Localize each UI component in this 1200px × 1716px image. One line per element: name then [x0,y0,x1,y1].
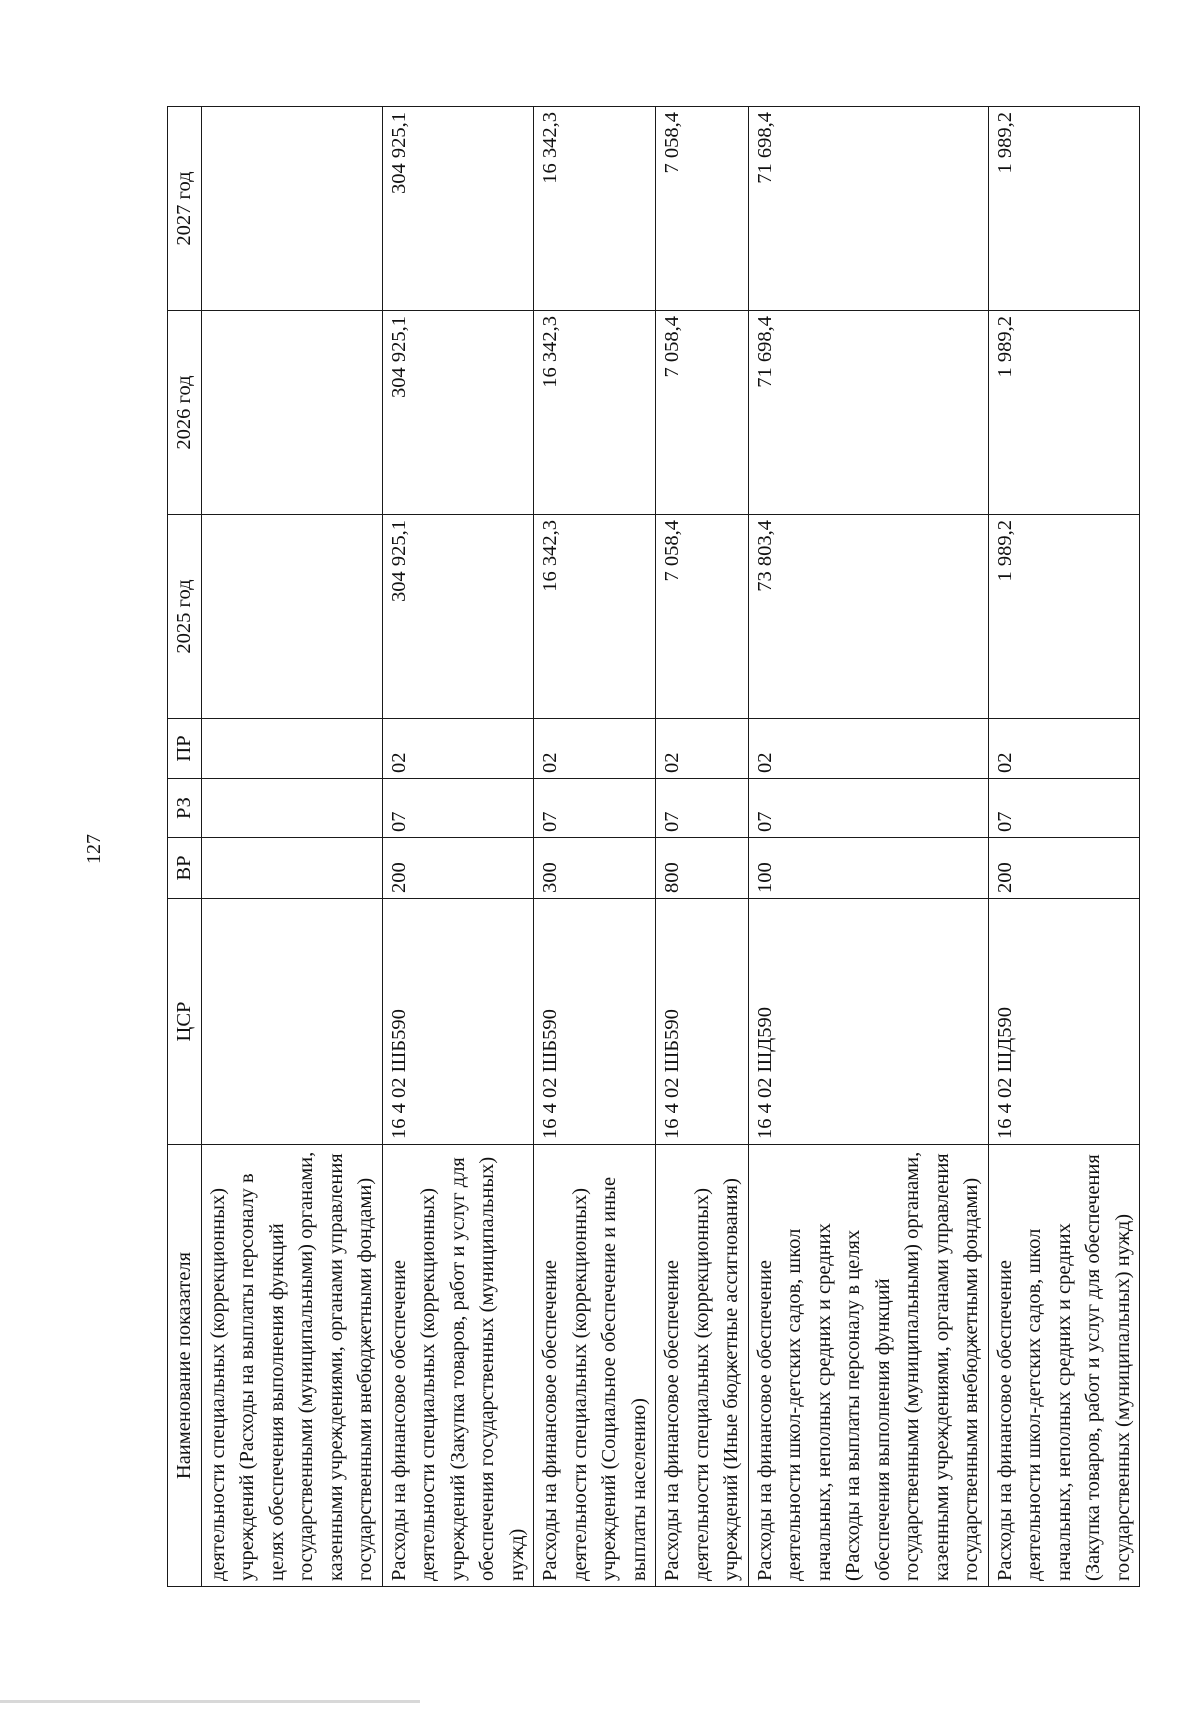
header-vr: ВР [168,838,202,899]
header-2027: 2027 год [168,107,202,311]
cell-csr [201,899,382,1145]
table-container [167,107,1134,1587]
scan-edge-line [0,1700,420,1703]
cell-pr: 02 [534,719,656,779]
cell-name: деятельности специальных (коррекционных) учреждений (Расходы на выплаты персоналу в целях обеспечения выполнения функций государственными (муниципальными) органами, казенными учреждениями, органами управления государственными внебюджетными фондами) [201,1145,382,1587]
cell-vr: 200 [988,838,1140,899]
cell-2027: 7 058,4 [656,107,749,311]
cell-csr: 16 4 02 ШД590 [748,899,988,1145]
cell-2025: 7 058,4 [656,515,749,719]
cell-2026: 304 925,1 [382,311,534,515]
cell-csr: 16 4 02 ШБ590 [534,899,656,1145]
cell-2027: 304 925,1 [382,107,534,311]
budget-table [167,106,1140,1587]
page-number: 127 [83,834,105,864]
table-row [748,107,988,1587]
cell-rz [201,779,382,838]
cell-2026: 16 342,3 [534,311,656,515]
cell-vr [201,838,382,899]
cell-pr [201,719,382,779]
cell-2027: 16 342,3 [534,107,656,311]
cell-2025: 1 989,2 [988,515,1140,719]
header-2025: 2025 год [168,515,202,719]
cell-2025 [201,515,382,719]
table-row [201,107,382,1587]
cell-rz: 07 [656,779,749,838]
cell-vr: 800 [656,838,749,899]
cell-vr: 200 [382,838,534,899]
cell-csr: 16 4 02 ШД590 [988,899,1140,1145]
header-pr: ПР [168,719,202,779]
cell-2026 [201,311,382,515]
header-rz: РЗ [168,779,202,838]
cell-name: Расходы на финансовое обеспечение деятельности специальных (коррекционных) учреждений (Закупка товаров, работ и услуг для обеспечения государственных (муниципальных) нужд) [382,1145,534,1587]
header-2026: 2026 год [168,311,202,515]
cell-vr: 300 [534,838,656,899]
table-row [382,107,534,1587]
cell-pr: 02 [656,719,749,779]
table-row [988,107,1140,1587]
header-name: Наименование показателя [168,1145,202,1587]
cell-rz: 07 [988,779,1140,838]
table-header-row [168,107,202,1587]
cell-name: Расходы на финансовое обеспечение деятельности специальных (коррекционных) учреждений (Иные бюджетные ассигнования) [656,1145,749,1587]
cell-rz: 07 [748,779,988,838]
cell-vr: 100 [748,838,988,899]
cell-2025: 73 803,4 [748,515,988,719]
cell-2025: 16 342,3 [534,515,656,719]
table-row [534,107,656,1587]
table-row [656,107,749,1587]
cell-2026: 1 989,2 [988,311,1140,515]
cell-name: Расходы на финансовое обеспечение деятельности специальных (коррекционных) учреждений (Социальное обеспечение и иные выплаты населению) [534,1145,656,1587]
cell-csr: 16 4 02 ШБ590 [382,899,534,1145]
cell-rz: 07 [534,779,656,838]
cell-2025: 304 925,1 [382,515,534,719]
cell-pr: 02 [988,719,1140,779]
cell-2026: 7 058,4 [656,311,749,515]
cell-csr: 16 4 02 ШБ590 [656,899,749,1145]
cell-2027: 1 989,2 [988,107,1140,311]
header-csr: ЦСР [168,899,202,1145]
cell-name: Расходы на финансовое обеспечение деятельности школ-детских садов, школ начальных, неполных средних и средних (Закупка товаров, работ и услуг для обеспечения государственных (муниципальных) нужд) [988,1145,1140,1587]
cell-2026: 71 698,4 [748,311,988,515]
cell-name: Расходы на финансовое обеспечение деятельности школ-детских садов, школ начальных, неполных средних и средних (Расходы на выплаты персоналу в целях обеспечения выполнения функций государственными (муниципальными) органами, казенными учреждениями, органами управления государственными внебюджетными фондами) [748,1145,988,1587]
cell-2027: 71 698,4 [748,107,988,311]
rotated-page-content [167,107,1134,1587]
cell-pr: 02 [748,719,988,779]
cell-pr: 02 [382,719,534,779]
cell-2027 [201,107,382,311]
cell-rz: 07 [382,779,534,838]
